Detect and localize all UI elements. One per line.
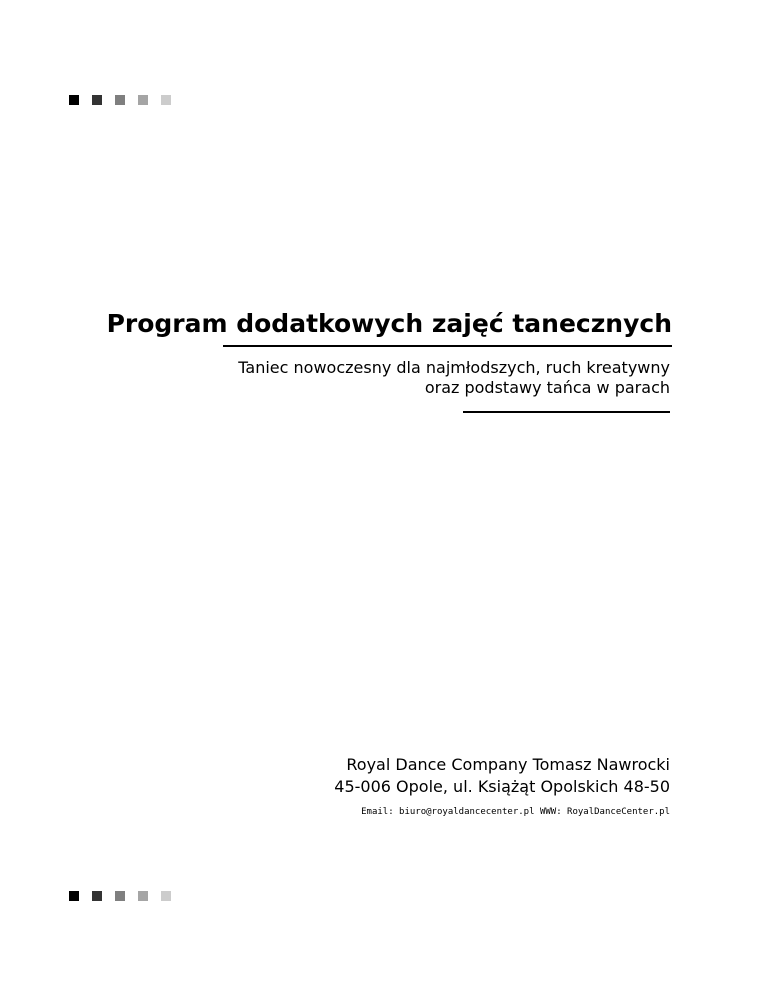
square-5 bbox=[161, 891, 171, 901]
square-2 bbox=[92, 891, 102, 901]
square-4 bbox=[138, 891, 148, 901]
company-name: Royal Dance Company Tomasz Nawrocki bbox=[346, 755, 670, 774]
subtitle-line-1: Taniec nowoczesny dla najmłodszych, ruch kreatywny bbox=[238, 358, 670, 377]
contact-line bbox=[361, 807, 670, 817]
document-subtitle bbox=[238, 358, 670, 398]
square-1 bbox=[69, 95, 79, 105]
square-1 bbox=[69, 891, 79, 901]
square-5 bbox=[161, 95, 171, 105]
document-title: Program dodatkowych zajęć tanecznych bbox=[106, 309, 672, 338]
square-2 bbox=[92, 95, 102, 105]
www-label: WWW: bbox=[539, 807, 562, 817]
square-4 bbox=[138, 95, 148, 105]
email-link[interactable]: biuro@royaldancecenter.pl bbox=[399, 807, 535, 817]
email-label: Email: bbox=[361, 807, 394, 817]
company-block bbox=[334, 754, 670, 798]
square-3 bbox=[115, 95, 125, 105]
company-address: 45-006 Opole, ul. Książąt Opolskich 48-50 bbox=[334, 777, 670, 796]
subtitle-underline bbox=[463, 411, 670, 413]
square-3 bbox=[115, 891, 125, 901]
subtitle-line-2: oraz podstawy tańca w parach bbox=[424, 378, 670, 397]
title-underline bbox=[223, 345, 672, 347]
decorative-squares-top bbox=[69, 95, 171, 105]
decorative-squares-bottom bbox=[69, 891, 171, 901]
www-link[interactable]: RoyalDanceCenter.pl bbox=[567, 807, 670, 817]
